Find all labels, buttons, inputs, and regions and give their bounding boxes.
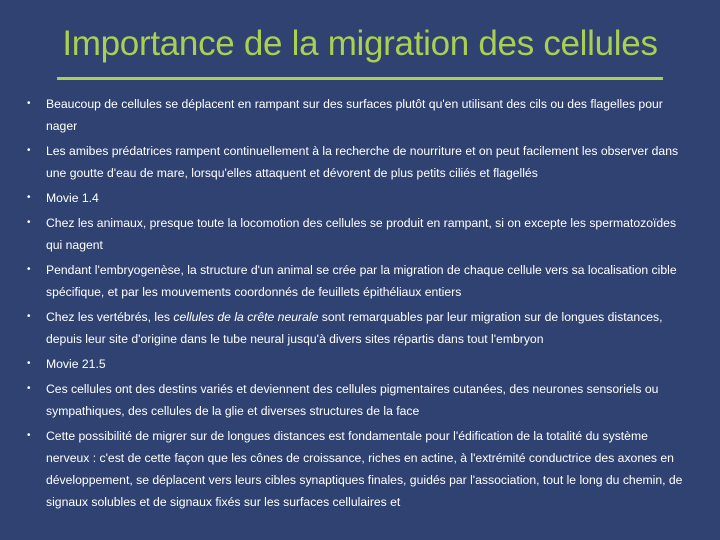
bullet-dot-icon: • — [27, 217, 31, 228]
bullet-dot-icon: • — [27, 383, 31, 394]
bullet-item — [27, 378, 690, 422]
bullet-item — [27, 425, 690, 513]
bullet-text: Pendant l'embryogenèse, la structure d'un animal se crée par la migration de chaque cellule vers sa localisation cible spécifique, et par les mouvements coordonnés de feuillets épithéliaux entiers — [46, 263, 677, 299]
bullet-item — [27, 306, 690, 350]
bullet-dot-icon: • — [27, 311, 31, 322]
bullet-text-part: sont remarquables par leur migration sur de longues distances, depuis leur site d'origine dans le tube neural jusqu'à divers sites répartis dans tout l'embryon — [46, 310, 663, 346]
bullet-dot-icon: • — [27, 98, 31, 109]
bullet-item — [27, 353, 690, 375]
bullet-dot-icon: • — [27, 145, 31, 156]
movie-reference: Movie 21.5 — [46, 357, 106, 371]
bullet-dot-icon: • — [27, 264, 31, 275]
bullet-text: Les amibes prédatrices rampent continuellement à la recherche de nourriture et on peut facilement les observer dans une goutte d'eau de mare, lorsqu'elles attaquent et dévorent de plus petits ciliés et flagellés — [46, 144, 679, 180]
neural-crest-emphasis: cellules de la crête neurale — [173, 310, 319, 324]
bullet-item — [27, 187, 690, 209]
bullet-item — [27, 140, 690, 184]
bullet-text: Beaucoup de cellules se déplacent en rampant sur des surfaces plutôt qu'en utilisant des cils ou des flagelles pour nager — [46, 97, 663, 133]
bullet-text: Chez les animaux, presque toute la locomotion des cellules se produit en rampant, si on excepte les spermatozoïdes qui nagent — [46, 216, 677, 252]
bullet-dot-icon: • — [27, 430, 31, 441]
bullet-text: Ces cellules ont des destins variés et deviennent des cellules pigmentaires cutanées, des neurones sensoriels ou sympathiques, des cellules de la glie et diverses structures de la face — [46, 382, 659, 418]
slide-title: Importance de la migration des cellules — [62, 24, 658, 63]
bullet-text-part: Chez les vertébrés, les — [46, 310, 174, 324]
bullet-item — [27, 259, 690, 303]
bullet-item — [27, 93, 690, 137]
bullet-item — [27, 212, 690, 256]
title-underline — [57, 77, 663, 80]
bullet-dot-icon: • — [27, 192, 31, 203]
bullet-list — [27, 93, 690, 513]
bullet-text: Cette possibilité de migrer sur de longues distances est fondamentale pour l'édification de la totalité du système nerveux : c'est de cette façon que les cônes de croissance, riches en actine, à l'extrémité conductrice des axones en développement, se déplacent vers leurs cibles synaptiques finales, guidés par l'association, tout le long du chemin, de signaux solubles et de signaux fixés sur les surfaces cellulaires et — [46, 429, 683, 509]
bullet-dot-icon: • — [27, 358, 31, 369]
movie-reference: Movie 1.4 — [46, 191, 99, 205]
